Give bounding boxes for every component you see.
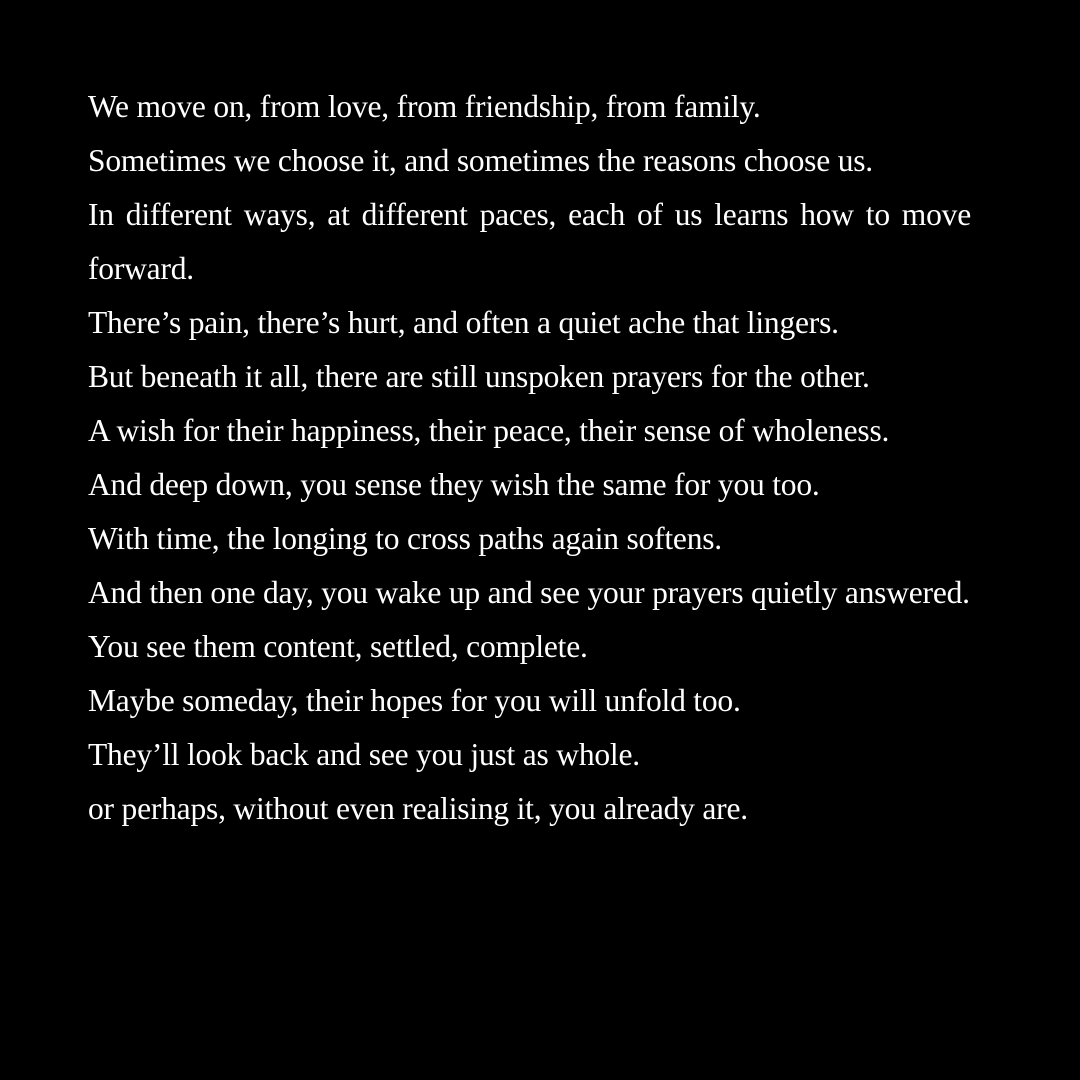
- poem-line-2: Sometimes we choose it, and sometimes the reasons choose us.: [88, 143, 873, 178]
- poem-line-12: They’ll look back and see you just as whole.: [88, 737, 640, 772]
- poem-line-11: Maybe someday, their hopes for you will unfold too.: [88, 683, 741, 718]
- poem-line-6: A wish for their happiness, their peace, their sense of wholeness.: [88, 413, 890, 448]
- poem-line-10: You see them content, settled, complete.: [88, 629, 588, 664]
- poem-line-13: or perhaps, without even realising it, you already are.: [88, 791, 748, 826]
- poem-text-block: [88, 80, 971, 836]
- poem-line-7: And deep down, you sense they wish the same for you too.: [88, 467, 820, 502]
- poem-line-1: We move on, from love, from friendship, from family.: [88, 89, 761, 124]
- poem-line-9: And then one day, you wake up and see your prayers quietly answered.: [88, 575, 970, 610]
- poem-line-5: But beneath it all, there are still unspoken prayers for the other.: [88, 359, 870, 394]
- poem-line-4: There’s pain, there’s hurt, and often a quiet ache that lingers.: [88, 305, 839, 340]
- poem-line-8: With time, the longing to cross paths again softens.: [88, 521, 722, 556]
- poem-line-3: In different ways, at different paces, each of us learns how to move forward.: [88, 197, 971, 286]
